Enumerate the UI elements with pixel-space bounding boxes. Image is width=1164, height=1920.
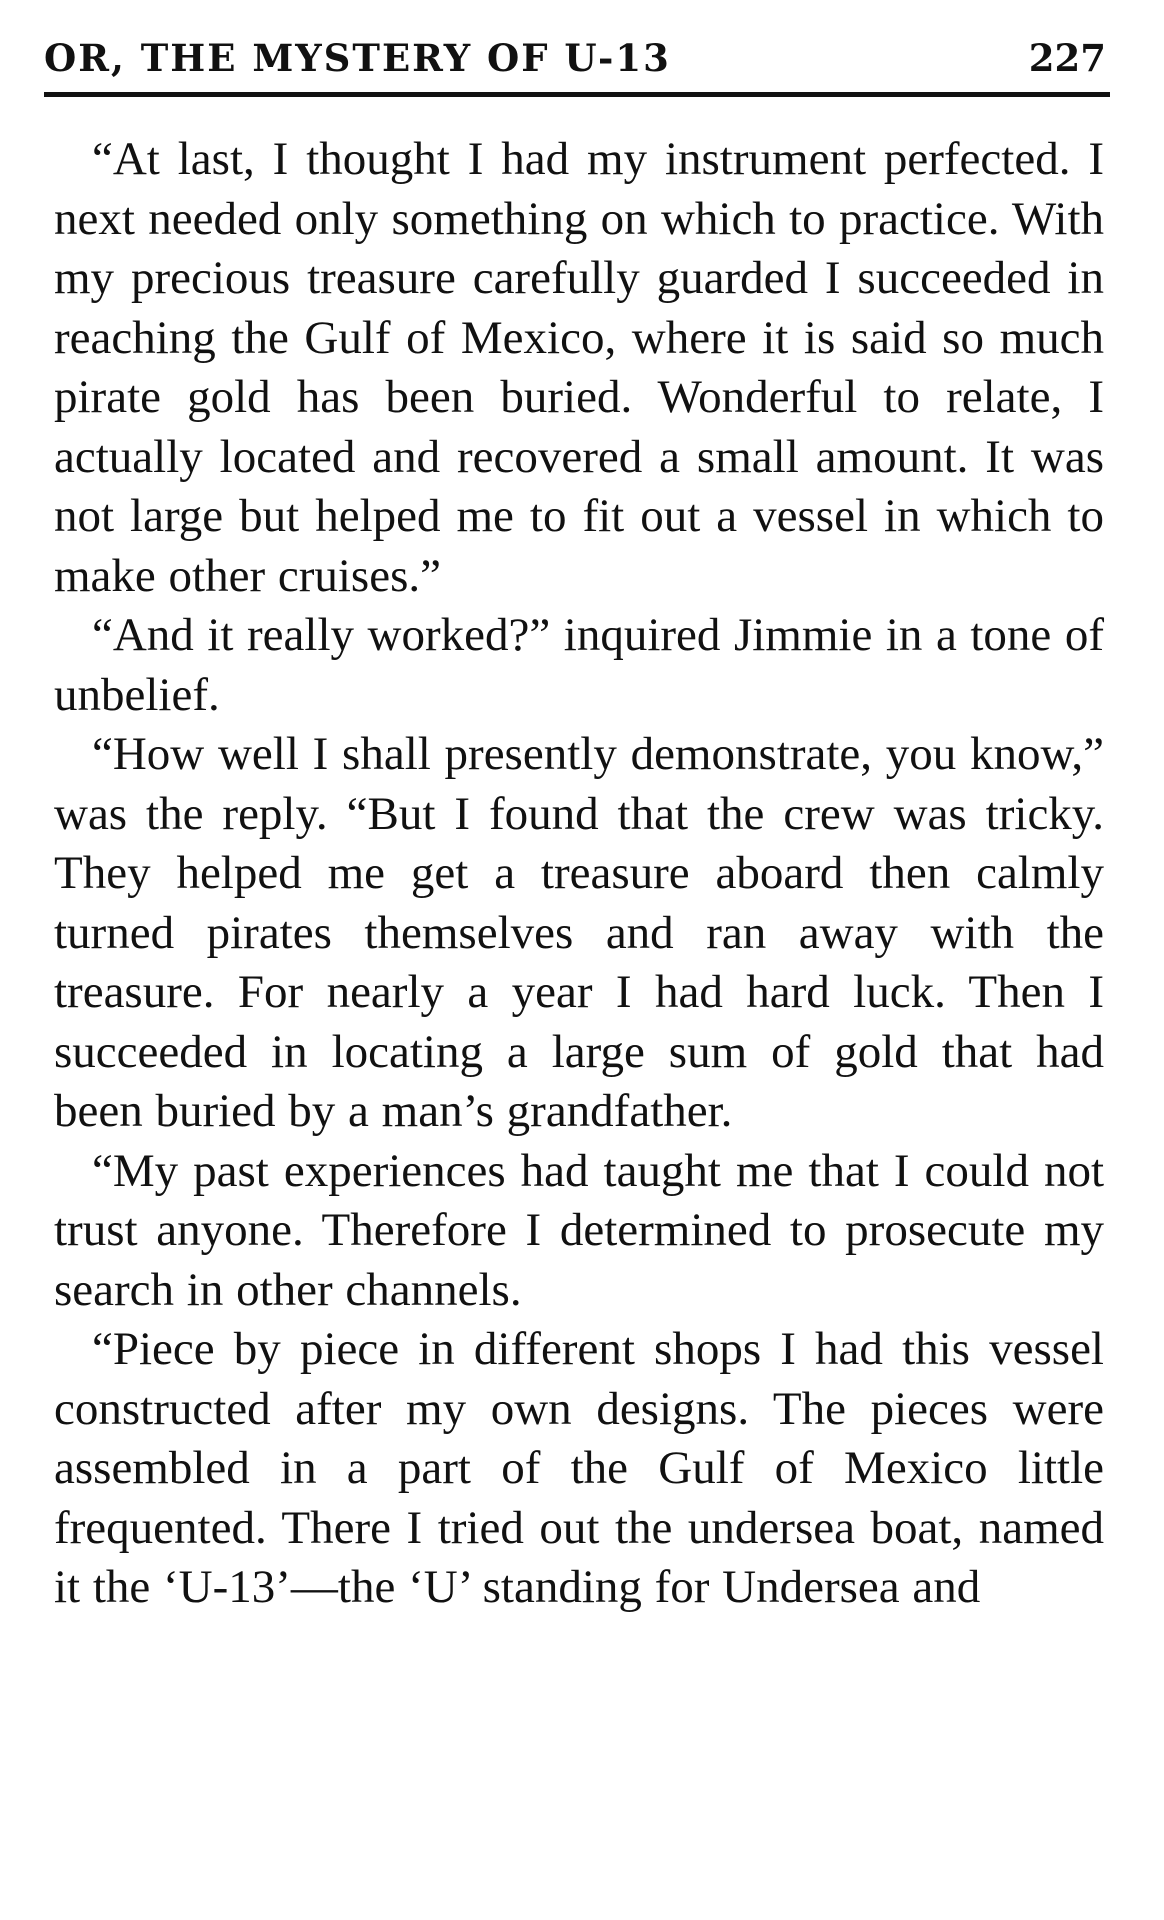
paragraph: “Piece by piece in different shops I had this vessel constructed after my own designs. The pieces were assembled in a part of the Gulf of Mexico little frequented. There I tried out the undersea boat, named it the ‘U-13’—the ‘U’ standing for Undersea and <box>54 1323 1104 1613</box>
header-rule <box>44 92 1110 97</box>
paragraph: “And it really worked?” inquired Jimmie in a tone of unbelief. <box>54 609 1104 721</box>
paragraph: “At last, I thought I had my instrument perfected. I next needed only something on which to practice. With my precious treasure carefully guarded I succeeded in reaching the Gulf of Mexico, where it is said so much pirate gold has been buried. Wonderful to relate, I actually located and recovered a small amount. It was not large but helped me to fit out a vessel in which to make other cruises.” <box>54 133 1104 602</box>
paragraph: “My past experiences had taught me that I could not trust anyone. Therefore I determined to prosecute my search in other channels. <box>54 1144 1104 1316</box>
paragraph: “How well I shall presently demonstrate, you know,” was the reply. “But I found that the crew was tricky. They helped me get a treasure aboard then calmly turned pirates themselves and ran away with the treasure. For nearly a year I had hard luck. Then I succeeded in locating a large sum of gold that had been buried by a man’s grandfather. <box>54 728 1104 1137</box>
body-text <box>54 130 1104 1618</box>
running-title: OR, THE MYSTERY OF U-13 <box>44 36 671 80</box>
page-number: 227 <box>1028 36 1106 80</box>
running-head <box>44 30 1116 90</box>
